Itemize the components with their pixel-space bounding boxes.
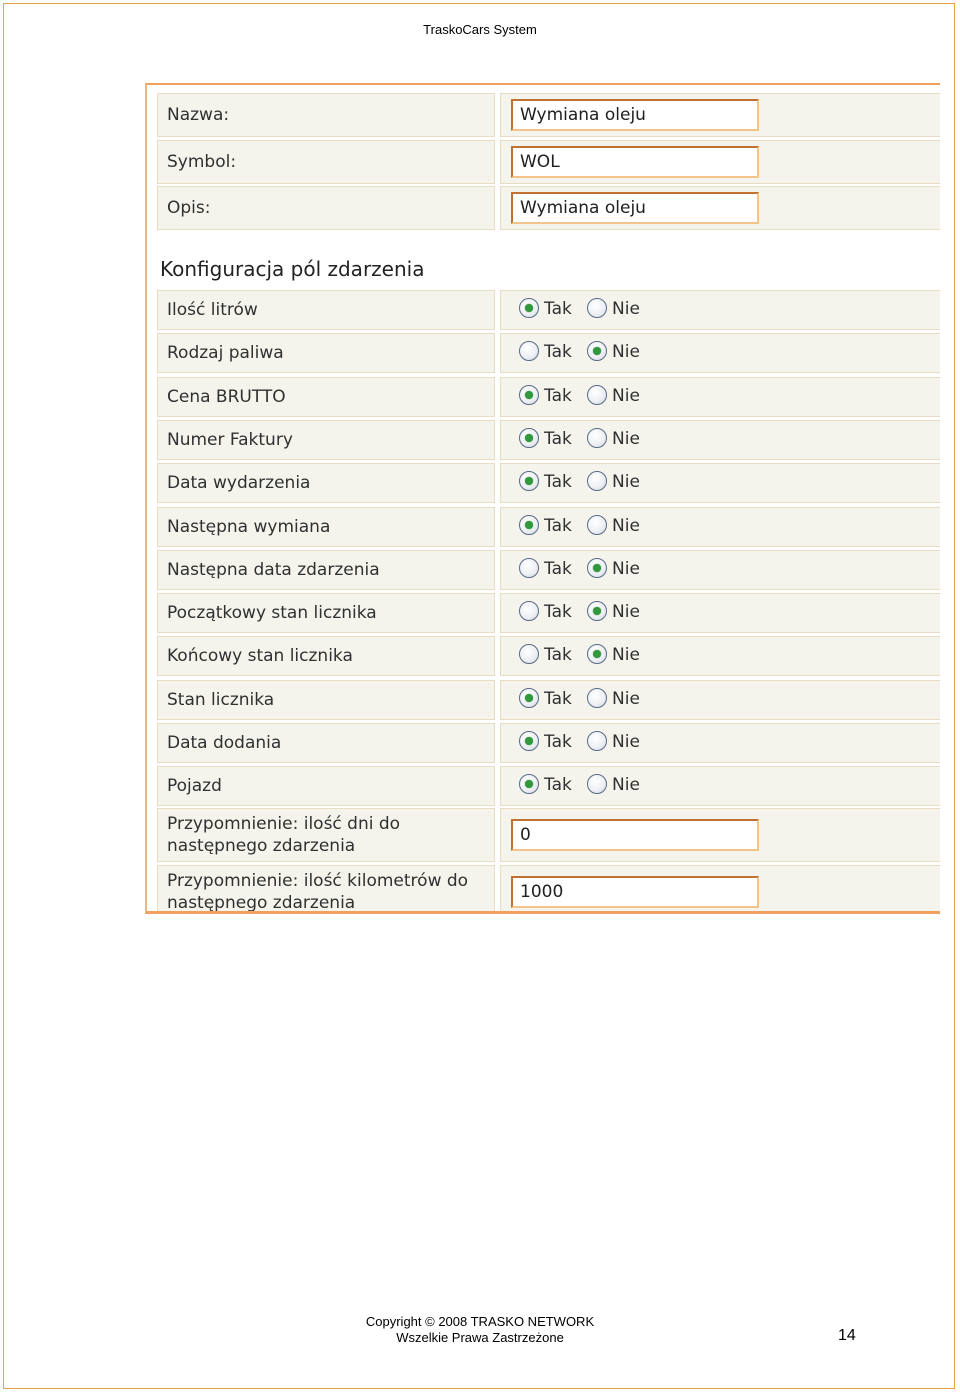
yes-radio-label: Tak — [544, 688, 572, 709]
config-row — [157, 377, 940, 417]
document-header: TraskoCars System — [423, 22, 537, 37]
yes-radio-label: Tak — [544, 472, 572, 493]
no-radio[interactable] — [587, 298, 607, 318]
config-row — [157, 507, 940, 547]
config-field-label: Stan licznika — [167, 689, 275, 710]
config-field-label: Końcowy stan licznika — [167, 646, 353, 667]
yes-radio-label: Tak — [544, 775, 572, 796]
symbol-input[interactable]: WOL — [511, 146, 759, 178]
yes-no-radio-group — [519, 558, 719, 582]
no-radio[interactable] — [587, 471, 607, 491]
reminder-km-input[interactable]: 1000 — [511, 876, 759, 908]
no-radio-label: Nie — [612, 775, 640, 796]
name-input[interactable]: Wymiana oleju — [511, 99, 759, 131]
yes-radio[interactable] — [519, 601, 539, 621]
config-field-label: Ilość litrów — [167, 300, 258, 320]
no-radio-label: Nie — [612, 688, 640, 709]
yes-no-radio-group — [519, 774, 719, 798]
no-radio[interactable] — [587, 731, 607, 751]
config-field-label: Data wydarzenia — [167, 473, 311, 494]
reminder-km-row — [157, 865, 940, 914]
yes-no-radio-group — [519, 428, 719, 452]
yes-radio[interactable] — [519, 298, 539, 318]
yes-radio-label: Tak — [544, 558, 572, 579]
footer-copyright — [0, 1314, 960, 1346]
reminder-days-input[interactable]: 0 — [511, 819, 759, 851]
config-row — [157, 593, 940, 633]
no-radio-label: Nie — [612, 472, 640, 493]
no-radio-label: Nie — [612, 732, 640, 752]
config-row — [157, 680, 940, 720]
page-number: 14 — [838, 1327, 856, 1344]
name-label: Nazwa: — [167, 105, 230, 125]
reminder-km-label: Przypomnienie: ilość kilometrów do następnego zdarzenia — [167, 871, 469, 913]
description-label: Opis: — [167, 198, 211, 218]
yes-radio[interactable] — [519, 341, 539, 361]
config-field-label: Cena BRUTTO — [167, 386, 286, 407]
name-row — [157, 93, 940, 137]
no-radio-label: Nie — [612, 558, 640, 579]
config-field-label: Rodzaj paliwa — [167, 343, 284, 364]
yes-radio-label: Tak — [544, 428, 572, 449]
config-row — [157, 550, 940, 590]
config-row — [157, 766, 940, 806]
config-row — [157, 333, 940, 373]
config-row — [157, 290, 940, 330]
no-radio-label: Nie — [612, 645, 640, 666]
description-input[interactable]: Wymiana oleju — [511, 192, 759, 224]
config-row — [157, 723, 940, 763]
event-form-screenshot — [145, 83, 940, 914]
config-field-label: Początkowy stan licznika — [167, 603, 377, 624]
no-radio-label: Nie — [612, 515, 640, 536]
yes-radio[interactable] — [519, 731, 539, 751]
no-radio[interactable] — [587, 428, 607, 448]
yes-radio[interactable] — [519, 644, 539, 664]
no-radio[interactable] — [587, 774, 607, 794]
no-radio[interactable] — [587, 601, 607, 621]
no-radio[interactable] — [587, 644, 607, 664]
no-radio[interactable] — [587, 558, 607, 578]
config-row — [157, 636, 940, 676]
config-field-label: Następna data zdarzenia — [167, 559, 380, 580]
no-radio-label: Nie — [612, 342, 640, 363]
symbol-label: Symbol: — [167, 152, 237, 172]
yes-radio[interactable] — [519, 515, 539, 535]
yes-radio[interactable] — [519, 428, 539, 448]
config-field-label: Następna wymiana — [167, 516, 331, 537]
no-radio-label: Nie — [612, 385, 640, 406]
reminder-days-row — [157, 808, 940, 862]
yes-no-radio-group — [519, 471, 719, 495]
config-field-label: Numer Faktury — [167, 429, 293, 450]
no-radio-label: Nie — [612, 428, 640, 449]
yes-no-radio-group — [519, 731, 719, 755]
no-radio-label: Nie — [612, 299, 640, 319]
no-radio[interactable] — [587, 385, 607, 405]
reminder-days-label: Przypomnienie: ilość dni do następnego zdarzenia — [167, 814, 401, 856]
copyright-text: Copyright © 2008 TRASKO NETWORK — [365, 1314, 595, 1329]
no-radio[interactable] — [587, 515, 607, 535]
no-radio[interactable] — [587, 341, 607, 361]
yes-radio-label: Tak — [544, 732, 572, 752]
yes-no-radio-group — [519, 515, 719, 539]
yes-radio[interactable] — [519, 385, 539, 405]
rights-text: Wszelkie Prawa Zastrzeżone — [396, 1330, 564, 1345]
yes-no-radio-group — [519, 298, 719, 322]
yes-radio[interactable] — [519, 774, 539, 794]
yes-radio-label: Tak — [544, 385, 572, 406]
yes-no-radio-group — [519, 341, 719, 365]
config-row — [157, 420, 940, 460]
yes-no-radio-group — [519, 644, 719, 668]
yes-no-radio-group — [519, 385, 719, 409]
no-radio-label: Nie — [612, 602, 640, 623]
yes-radio-label: Tak — [544, 342, 572, 363]
yes-no-radio-group — [519, 688, 719, 712]
yes-radio[interactable] — [519, 471, 539, 491]
description-row — [157, 186, 940, 230]
symbol-row — [157, 140, 940, 184]
yes-radio-label: Tak — [544, 515, 572, 536]
config-row — [157, 463, 940, 503]
no-radio[interactable] — [587, 688, 607, 708]
yes-no-radio-group — [519, 601, 719, 625]
yes-radio[interactable] — [519, 558, 539, 578]
config-field-label: Data dodania — [167, 733, 282, 753]
yes-radio-label: Tak — [544, 299, 572, 319]
yes-radio-label: Tak — [544, 602, 572, 623]
yes-radio[interactable] — [519, 688, 539, 708]
config-field-label: Pojazd — [167, 776, 222, 797]
yes-radio-label: Tak — [544, 645, 572, 666]
config-section-title: Konfiguracja pól zdarzenia — [160, 257, 425, 281]
